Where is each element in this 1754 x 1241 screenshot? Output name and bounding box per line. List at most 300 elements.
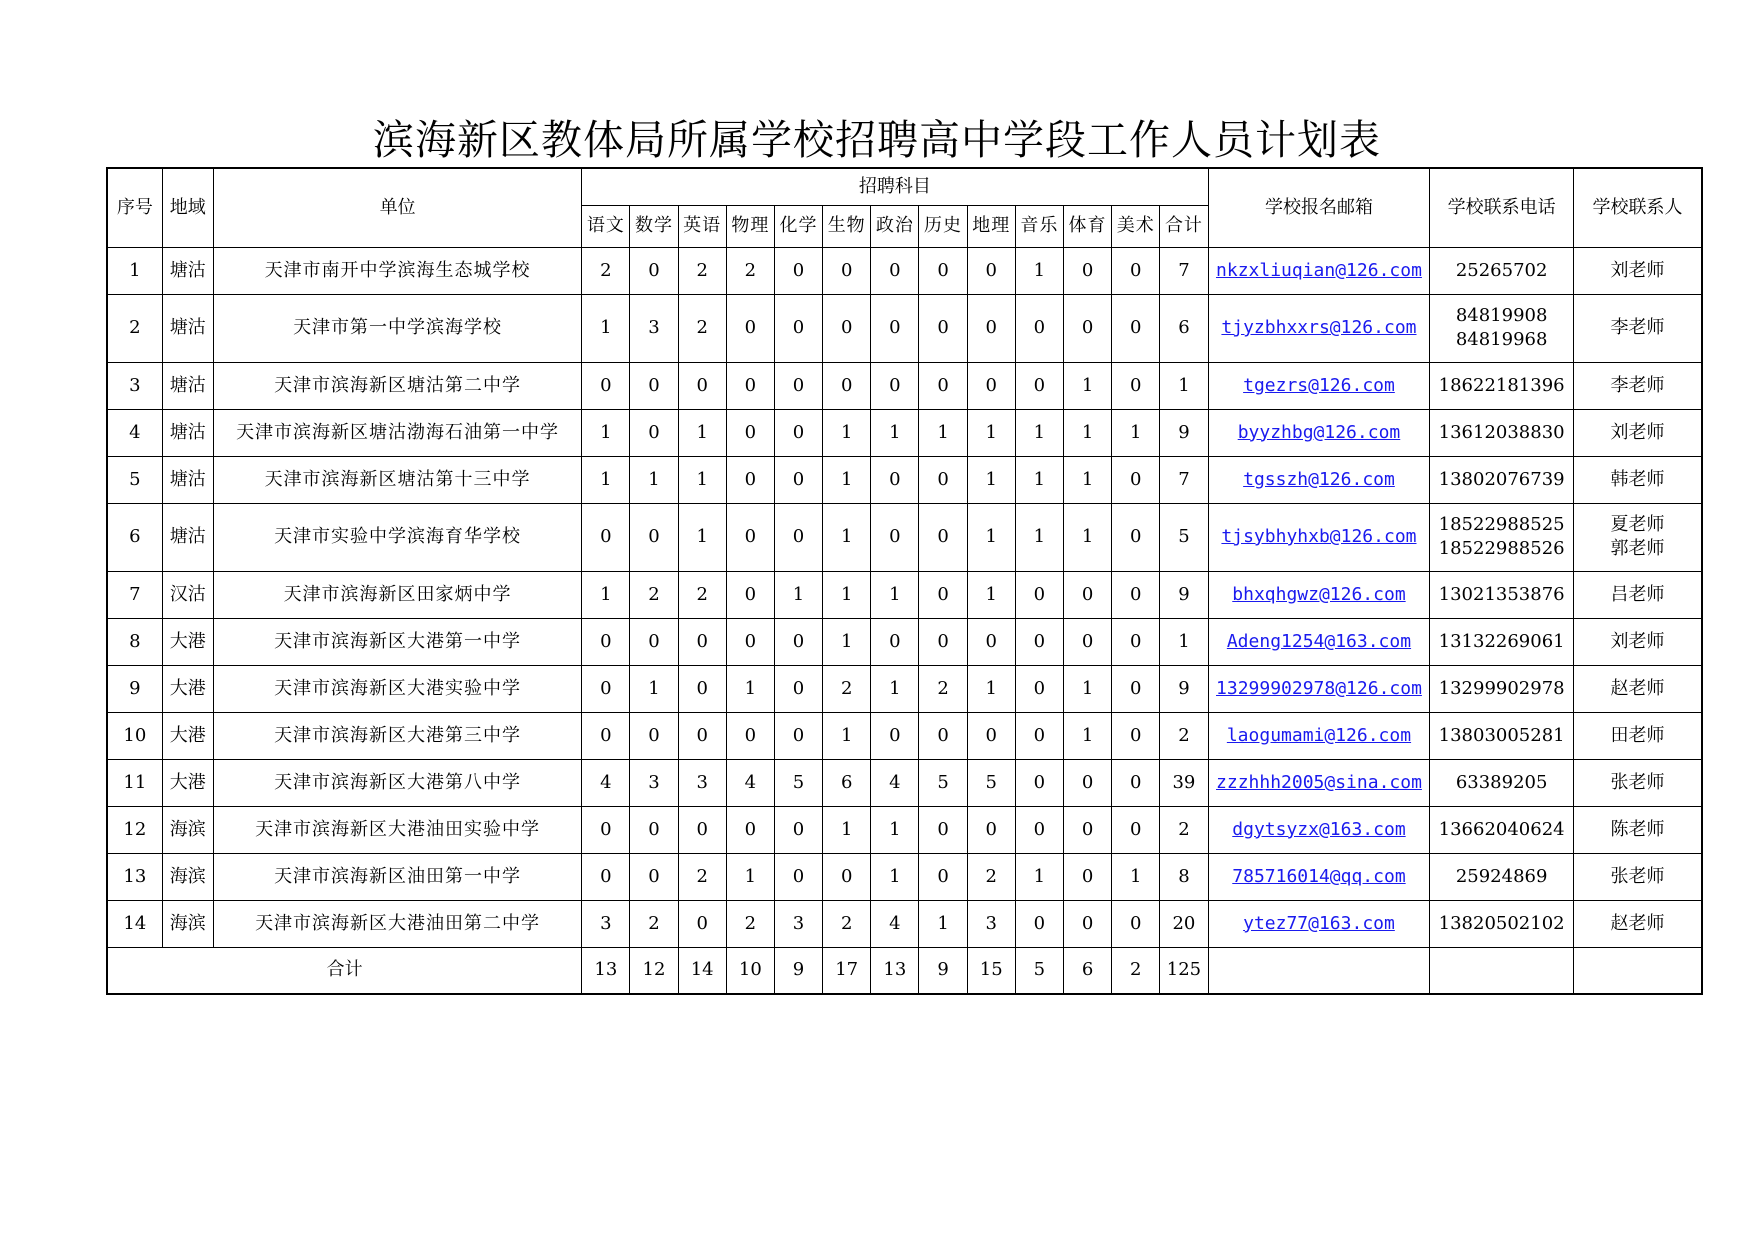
row-region: 大港 xyxy=(162,618,213,665)
total-contact-empty xyxy=(1573,947,1702,994)
table-row xyxy=(107,853,1702,900)
row-seq: 9 xyxy=(107,665,162,712)
header-unit: 单位 xyxy=(213,168,581,247)
row-subject-count: 1 xyxy=(726,665,774,712)
row-subject-count: 0 xyxy=(967,294,1015,362)
row-region: 塘沽 xyxy=(162,456,213,503)
header-region: 地域 xyxy=(162,168,213,247)
phone-number: 13802076739 xyxy=(1438,468,1565,490)
row-subject-count: 1 xyxy=(919,900,967,947)
header-subject: 物理 xyxy=(726,205,774,247)
row-subject-count: 0 xyxy=(582,712,630,759)
row-subject-count: 0 xyxy=(1063,759,1111,806)
row-unit: 天津市实验中学滨海育华学校 xyxy=(213,503,581,571)
phone-number: 13132269061 xyxy=(1438,630,1565,652)
row-email xyxy=(1208,712,1430,759)
row-subject-count: 0 xyxy=(774,712,822,759)
table-row xyxy=(107,571,1702,618)
row-region: 海滨 xyxy=(162,806,213,853)
row-subject-count: 0 xyxy=(630,853,678,900)
row-contact xyxy=(1573,900,1702,947)
row-subject-count: 5 xyxy=(967,759,1015,806)
header-subject: 语文 xyxy=(582,205,630,247)
row-subject-count: 1 xyxy=(774,571,822,618)
row-subject-count: 0 xyxy=(582,806,630,853)
row-subject-count: 1 xyxy=(1063,712,1111,759)
row-subject-count: 1 xyxy=(1015,247,1063,294)
row-subject-count: 0 xyxy=(1112,247,1160,294)
total-subject-count: 14 xyxy=(678,947,726,994)
row-subject-count: 0 xyxy=(582,362,630,409)
row-subject-count: 0 xyxy=(919,362,967,409)
header-subject: 体育 xyxy=(1063,205,1111,247)
row-contact xyxy=(1573,456,1702,503)
phone-number: 63389205 xyxy=(1455,771,1548,793)
row-email xyxy=(1208,806,1430,853)
row-seq: 5 xyxy=(107,456,162,503)
row-phone xyxy=(1430,618,1574,665)
row-subject-count: 2 xyxy=(582,247,630,294)
row-subject-count: 0 xyxy=(630,409,678,456)
row-subject-count: 0 xyxy=(774,806,822,853)
row-subject-count: 0 xyxy=(1112,571,1160,618)
row-subject-count: 0 xyxy=(1015,806,1063,853)
row-subject-count: 3 xyxy=(582,900,630,947)
row-seq: 1 xyxy=(107,247,162,294)
row-subject-count: 0 xyxy=(1015,665,1063,712)
row-subject-count: 1 xyxy=(967,456,1015,503)
row-subject-count: 20 xyxy=(1160,900,1208,947)
email-link[interactable]: ytez77@163.com xyxy=(1243,912,1395,934)
row-subject-count: 1 xyxy=(1015,409,1063,456)
row-subject-count: 0 xyxy=(774,456,822,503)
row-subject-count: 1 xyxy=(967,409,1015,456)
row-subject-count: 4 xyxy=(871,759,919,806)
email-link[interactable]: Adeng1254@163.com xyxy=(1226,630,1412,652)
row-subject-count: 0 xyxy=(1015,618,1063,665)
phone-number: 13803005281 xyxy=(1438,724,1565,746)
table-row xyxy=(107,409,1702,456)
row-subject-count: 1 xyxy=(630,665,678,712)
table-row xyxy=(107,456,1702,503)
row-subject-count: 0 xyxy=(774,503,822,571)
row-subject-count: 2 xyxy=(678,853,726,900)
email-link[interactable]: nkzxliuqian@126.com xyxy=(1216,259,1422,281)
row-unit: 天津市滨海新区塘沽渤海石油第一中学 xyxy=(213,409,581,456)
email-link[interactable]: byyzhbg@126.com xyxy=(1237,421,1401,443)
row-subject-count: 1 xyxy=(678,456,726,503)
row-subject-count: 0 xyxy=(871,712,919,759)
header-contact: 学校联系人 xyxy=(1573,168,1702,247)
row-region: 大港 xyxy=(162,712,213,759)
row-subject-count: 0 xyxy=(919,571,967,618)
row-subject-count: 0 xyxy=(678,665,726,712)
row-unit: 天津市滨海新区大港第三中学 xyxy=(213,712,581,759)
total-subject-count: 17 xyxy=(823,947,871,994)
header-subject: 音乐 xyxy=(1015,205,1063,247)
phone-number: 13299902978 xyxy=(1438,677,1565,699)
recruitment-plan-table xyxy=(106,167,1703,995)
row-phone xyxy=(1430,247,1574,294)
row-contact xyxy=(1573,759,1702,806)
row-subject-count: 0 xyxy=(582,618,630,665)
row-subject-count: 0 xyxy=(919,456,967,503)
contact-name: 刘老师 xyxy=(1610,421,1665,443)
row-subject-count: 1 xyxy=(1160,362,1208,409)
table-row xyxy=(107,806,1702,853)
row-subject-count: 0 xyxy=(871,456,919,503)
header-email: 学校报名邮箱 xyxy=(1208,168,1430,247)
row-subject-count: 0 xyxy=(726,362,774,409)
total-subject-count: 2 xyxy=(1112,947,1160,994)
email-link[interactable]: bhxqhgwz@126.com xyxy=(1232,583,1406,605)
row-region: 大港 xyxy=(162,759,213,806)
row-seq: 7 xyxy=(107,571,162,618)
row-subject-count: 0 xyxy=(582,503,630,571)
row-email xyxy=(1208,362,1430,409)
row-email xyxy=(1208,409,1430,456)
contact-name: 李老师 xyxy=(1610,374,1665,396)
contact-name: 李老师 xyxy=(1610,317,1665,338)
row-contact xyxy=(1573,247,1702,294)
row-subject-count: 0 xyxy=(726,456,774,503)
row-region: 塘沽 xyxy=(162,294,213,362)
row-subject-count: 4 xyxy=(871,900,919,947)
row-subject-count: 9 xyxy=(1160,571,1208,618)
header-subject: 英语 xyxy=(678,205,726,247)
row-subject-count: 1 xyxy=(1112,409,1160,456)
row-subject-count: 0 xyxy=(582,665,630,712)
row-subject-count: 0 xyxy=(726,618,774,665)
total-subject-count: 9 xyxy=(919,947,967,994)
row-subject-count: 1 xyxy=(871,806,919,853)
row-subject-count: 2 xyxy=(823,900,871,947)
row-subject-count: 0 xyxy=(726,712,774,759)
row-subject-count: 0 xyxy=(871,362,919,409)
table-row xyxy=(107,362,1702,409)
header-subject: 美术 xyxy=(1112,205,1160,247)
row-subject-count: 2 xyxy=(823,665,871,712)
row-subject-count: 1 xyxy=(967,571,1015,618)
row-subject-count: 5 xyxy=(774,759,822,806)
row-unit: 天津市滨海新区塘沽第十三中学 xyxy=(213,456,581,503)
row-subject-count: 0 xyxy=(630,806,678,853)
row-subject-count: 0 xyxy=(678,618,726,665)
total-subject-count: 9 xyxy=(774,947,822,994)
row-subject-count: 9 xyxy=(1160,409,1208,456)
row-phone xyxy=(1430,665,1574,712)
email-link[interactable]: dgytsyzx@163.com xyxy=(1232,818,1406,840)
row-subject-count: 2 xyxy=(1160,806,1208,853)
row-seq: 14 xyxy=(107,900,162,947)
row-subject-count: 4 xyxy=(582,759,630,806)
row-contact xyxy=(1573,294,1702,362)
row-subject-count: 1 xyxy=(967,665,1015,712)
row-seq: 3 xyxy=(107,362,162,409)
row-subject-count: 0 xyxy=(967,362,1015,409)
contact-name: 赵老师 xyxy=(1610,912,1665,934)
row-subject-count: 1 xyxy=(1063,362,1111,409)
row-contact xyxy=(1573,712,1702,759)
row-subject-count: 1 xyxy=(1063,456,1111,503)
row-subject-count: 0 xyxy=(967,618,1015,665)
row-subject-count: 0 xyxy=(871,618,919,665)
total-row xyxy=(107,947,1702,994)
row-subject-count: 0 xyxy=(1063,294,1111,362)
table-row xyxy=(107,759,1702,806)
email-link[interactable]: tjyzbhxxrs@126.com xyxy=(1221,317,1417,338)
table-row xyxy=(107,618,1702,665)
row-subject-count: 0 xyxy=(1112,712,1160,759)
row-subject-count: 0 xyxy=(871,294,919,362)
header-phone: 学校联系电话 xyxy=(1430,168,1574,247)
row-subject-count: 0 xyxy=(1015,900,1063,947)
row-subject-count: 0 xyxy=(1015,759,1063,806)
row-subject-count: 7 xyxy=(1160,456,1208,503)
row-email xyxy=(1208,503,1430,571)
row-subject-count: 1 xyxy=(967,503,1015,571)
row-subject-count: 0 xyxy=(919,247,967,294)
contact-name: 张老师 xyxy=(1610,865,1665,887)
row-region: 海滨 xyxy=(162,900,213,947)
row-subject-count: 0 xyxy=(823,247,871,294)
row-unit: 天津市滨海新区油田第一中学 xyxy=(213,853,581,900)
row-subject-count: 0 xyxy=(774,618,822,665)
row-region: 海滨 xyxy=(162,853,213,900)
row-subject-count: 0 xyxy=(967,247,1015,294)
row-subject-count: 0 xyxy=(774,665,822,712)
email-link[interactable]: 13299902978@126.com xyxy=(1216,677,1422,699)
total-subject-count: 13 xyxy=(582,947,630,994)
row-subject-count: 2 xyxy=(630,900,678,947)
phone-number: 18522988525 xyxy=(1438,514,1565,535)
row-subject-count: 2 xyxy=(919,665,967,712)
row-unit: 天津市第一中学滨海学校 xyxy=(213,294,581,362)
row-subject-count: 1 xyxy=(582,294,630,362)
row-subject-count: 0 xyxy=(1063,247,1111,294)
row-subject-count: 3 xyxy=(967,900,1015,947)
row-region: 塘沽 xyxy=(162,362,213,409)
row-seq: 12 xyxy=(107,806,162,853)
total-subject-count: 12 xyxy=(630,947,678,994)
phone-number: 25265702 xyxy=(1455,259,1548,281)
row-subject-count: 0 xyxy=(1063,853,1111,900)
row-subject-count: 0 xyxy=(1112,618,1160,665)
email-link[interactable]: tgezrs@126.com xyxy=(1243,374,1395,396)
row-email xyxy=(1208,294,1430,362)
row-region: 大港 xyxy=(162,665,213,712)
row-subject-count: 0 xyxy=(678,362,726,409)
row-subject-count: 0 xyxy=(678,806,726,853)
row-subject-count: 0 xyxy=(630,247,678,294)
row-subject-count: 0 xyxy=(678,712,726,759)
contact-name: 刘老师 xyxy=(1610,259,1665,281)
row-subject-count: 2 xyxy=(726,900,774,947)
contact-name: 韩老师 xyxy=(1610,468,1665,490)
total-subject-count: 6 xyxy=(1063,947,1111,994)
row-subject-count: 7 xyxy=(1160,247,1208,294)
email-link[interactable]: tgsszh@126.com xyxy=(1243,468,1395,490)
row-unit: 天津市滨海新区大港实验中学 xyxy=(213,665,581,712)
row-seq: 10 xyxy=(107,712,162,759)
row-subject-count: 1 xyxy=(678,409,726,456)
row-subject-count: 0 xyxy=(919,806,967,853)
phone-number: 18622181396 xyxy=(1438,374,1565,396)
contact-name: 陈老师 xyxy=(1610,818,1665,840)
row-subject-count: 1 xyxy=(871,571,919,618)
table-row xyxy=(107,665,1702,712)
row-subject-count: 0 xyxy=(582,853,630,900)
phone-number: 25924869 xyxy=(1455,865,1548,887)
row-seq: 13 xyxy=(107,853,162,900)
row-subject-count: 1 xyxy=(726,853,774,900)
row-subject-count: 4 xyxy=(726,759,774,806)
row-subject-count: 0 xyxy=(774,294,822,362)
row-subject-count: 1 xyxy=(582,456,630,503)
row-subject-count: 1 xyxy=(1063,503,1111,571)
row-subject-count: 0 xyxy=(871,247,919,294)
row-subject-count: 0 xyxy=(919,503,967,571)
table-row xyxy=(107,247,1702,294)
row-subject-count: 0 xyxy=(630,503,678,571)
row-subject-count: 0 xyxy=(919,294,967,362)
row-subject-count: 1 xyxy=(1015,853,1063,900)
row-subject-count: 0 xyxy=(1112,900,1160,947)
row-unit: 天津市滨海新区大港第八中学 xyxy=(213,759,581,806)
contact-name: 田老师 xyxy=(1610,724,1665,746)
row-contact xyxy=(1573,409,1702,456)
row-subject-count: 1 xyxy=(823,712,871,759)
row-subject-count: 0 xyxy=(630,362,678,409)
row-subject-count: 6 xyxy=(823,759,871,806)
row-subject-count: 0 xyxy=(967,712,1015,759)
row-phone xyxy=(1430,853,1574,900)
row-contact xyxy=(1573,571,1702,618)
row-subject-count: 1 xyxy=(823,456,871,503)
row-subject-count: 1 xyxy=(823,503,871,571)
row-subject-count: 3 xyxy=(678,759,726,806)
row-subject-count: 0 xyxy=(1112,759,1160,806)
row-subject-count: 0 xyxy=(1015,362,1063,409)
row-contact xyxy=(1573,853,1702,900)
row-subject-count: 1 xyxy=(1160,618,1208,665)
total-subject-count: 125 xyxy=(1160,947,1208,994)
row-subject-count: 0 xyxy=(1112,456,1160,503)
row-unit: 天津市滨海新区田家炳中学 xyxy=(213,571,581,618)
header-subject: 政治 xyxy=(871,205,919,247)
row-subject-count: 1 xyxy=(630,456,678,503)
row-subject-count: 0 xyxy=(1015,294,1063,362)
row-contact xyxy=(1573,503,1702,571)
row-subject-count: 0 xyxy=(823,362,871,409)
row-subject-count: 2 xyxy=(967,853,1015,900)
row-subject-count: 0 xyxy=(1112,503,1160,571)
row-subject-count: 5 xyxy=(919,759,967,806)
phone-number: 84819968 xyxy=(1455,329,1548,350)
row-subject-count: 0 xyxy=(726,806,774,853)
contact-name: 刘老师 xyxy=(1610,630,1665,652)
total-subject-count: 10 xyxy=(726,947,774,994)
row-subject-count: 0 xyxy=(919,712,967,759)
header-subject: 合计 xyxy=(1160,205,1208,247)
row-email xyxy=(1208,247,1430,294)
table-row xyxy=(107,294,1702,362)
row-subject-count: 0 xyxy=(630,712,678,759)
email-link[interactable]: tjsybhyhxb@126.com xyxy=(1221,526,1417,547)
total-phone-empty xyxy=(1430,947,1574,994)
row-subject-count: 0 xyxy=(1063,900,1111,947)
contact-name: 赵老师 xyxy=(1610,677,1665,699)
row-subject-count: 1 xyxy=(871,853,919,900)
phone-number: 84819908 xyxy=(1455,305,1548,326)
row-subject-count: 1 xyxy=(1063,409,1111,456)
row-phone xyxy=(1430,900,1574,947)
row-phone xyxy=(1430,571,1574,618)
row-subject-count: 1 xyxy=(582,409,630,456)
row-seq: 2 xyxy=(107,294,162,362)
contact-name: 吕老师 xyxy=(1610,583,1665,605)
row-subject-count: 0 xyxy=(774,409,822,456)
row-phone xyxy=(1430,456,1574,503)
row-region: 塘沽 xyxy=(162,247,213,294)
total-label: 合计 xyxy=(107,947,582,994)
row-subject-count: 0 xyxy=(823,294,871,362)
row-subject-count: 2 xyxy=(678,294,726,362)
row-phone xyxy=(1430,503,1574,571)
row-contact xyxy=(1573,806,1702,853)
row-subject-count: 0 xyxy=(823,853,871,900)
row-region: 塘沽 xyxy=(162,409,213,456)
row-email xyxy=(1208,456,1430,503)
row-subject-count: 1 xyxy=(919,409,967,456)
row-phone xyxy=(1430,294,1574,362)
email-link[interactable]: 785716014@qq.com xyxy=(1232,865,1406,887)
row-subject-count: 8 xyxy=(1160,853,1208,900)
phone-number: 13662040624 xyxy=(1438,818,1565,840)
row-phone xyxy=(1430,806,1574,853)
row-phone xyxy=(1430,712,1574,759)
row-subject-count: 0 xyxy=(919,618,967,665)
email-link[interactable]: laogumami@126.com xyxy=(1226,724,1412,746)
row-contact xyxy=(1573,362,1702,409)
row-contact xyxy=(1573,665,1702,712)
header-subject: 地理 xyxy=(967,205,1015,247)
row-contact xyxy=(1573,618,1702,665)
row-unit: 天津市滨海新区大港油田实验中学 xyxy=(213,806,581,853)
row-subject-count: 1 xyxy=(1112,853,1160,900)
row-subject-count: 2 xyxy=(726,247,774,294)
row-subject-count: 2 xyxy=(630,571,678,618)
row-email xyxy=(1208,759,1430,806)
row-subject-count: 1 xyxy=(871,665,919,712)
row-subject-count: 0 xyxy=(774,247,822,294)
row-subject-count: 0 xyxy=(726,503,774,571)
table-row xyxy=(107,503,1702,571)
row-subject-count: 1 xyxy=(582,571,630,618)
row-subject-count: 2 xyxy=(1160,712,1208,759)
row-email xyxy=(1208,618,1430,665)
phone-number: 13021353876 xyxy=(1438,583,1565,605)
row-subject-count: 0 xyxy=(726,294,774,362)
row-subject-count: 1 xyxy=(678,503,726,571)
row-subject-count: 0 xyxy=(726,409,774,456)
row-subject-count: 0 xyxy=(1112,362,1160,409)
email-link[interactable]: zzzhhh2005@sina.com xyxy=(1216,771,1422,793)
row-subject-count: 5 xyxy=(1160,503,1208,571)
row-subject-count: 0 xyxy=(1063,571,1111,618)
row-seq: 4 xyxy=(107,409,162,456)
row-subject-count: 9 xyxy=(1160,665,1208,712)
